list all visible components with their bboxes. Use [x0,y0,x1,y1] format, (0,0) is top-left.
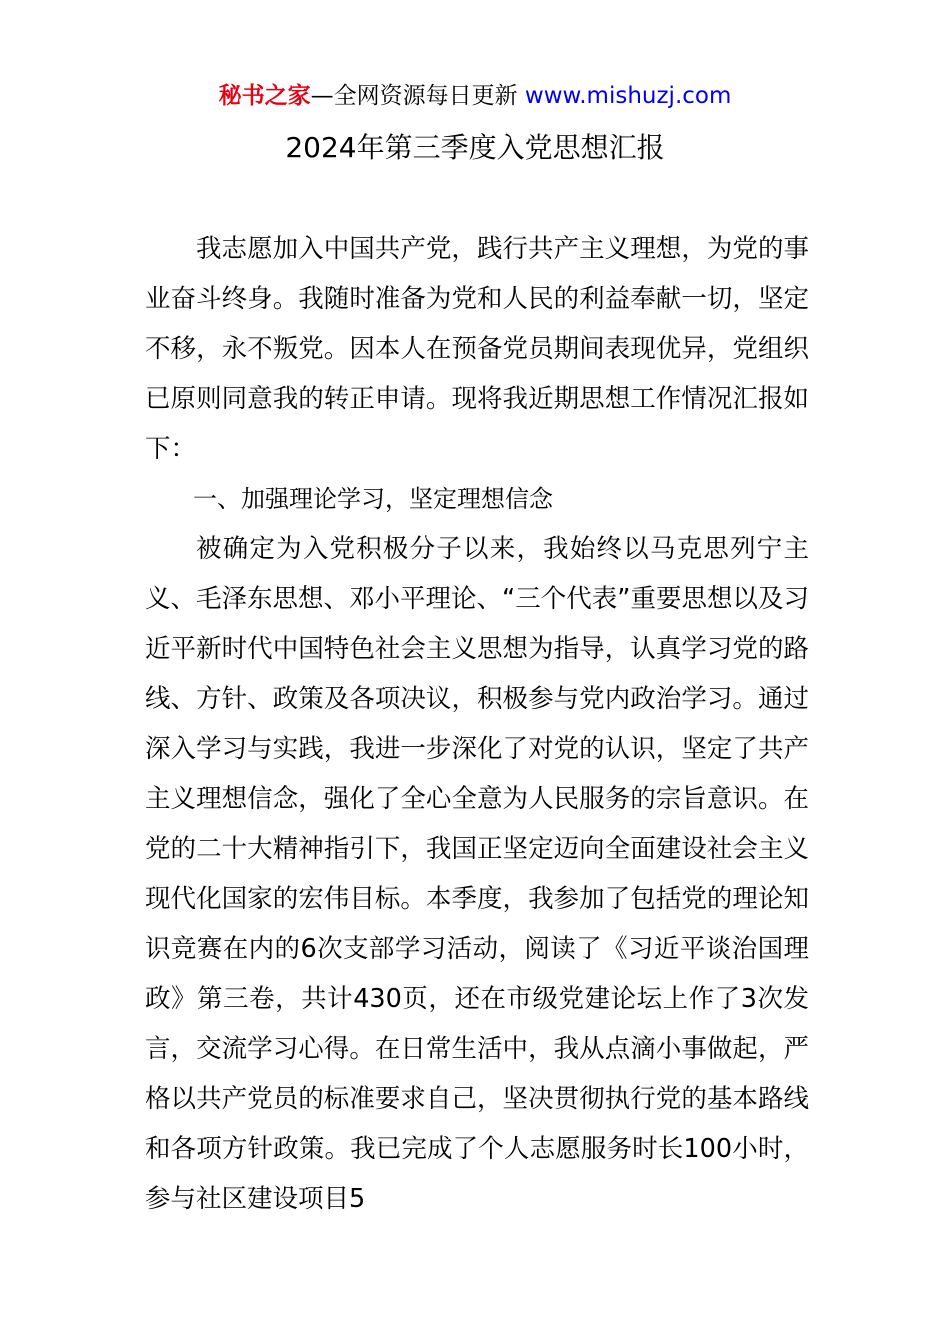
section-heading: 一、加强理论学习，坚定理想信念 [193,485,553,513]
site-url-link[interactable]: www.mishuzj.com [524,83,732,109]
intro-paragraph: 我志愿加入中国共产党，践行共产主义理想，为党的事业奋斗终身。我随时准备为党和人民的利益奉献一切，坚定不移，永不叛党。因本人在预备党员期间表现优异，党组织已原则同意我的转正申请。现将我近期思想工作情况汇报如下： [145,234,809,464]
document-body [145,224,809,1224]
body-paragraph: 被确定为入党积极分子以来，我始终以马克思列宁主义、毛泽东思想、邓小平理论、“三个代表”重要思想以及习近平新时代中国特色社会主义思想为指导，认真学习党的路线、方针、政策及各项决议，积极参与党内政治学习。通过深入学习与实践，我进一步深化了对党的认识，坚定了共产主义理想信念，强化了全心全意为人民服务的宗旨意识。在党的二十大精神指引下，我国正坚定迈向全面建设社会主义现代化国家的宏伟目标。本季度，我参加了包括党的理论知识竞赛在内的6次支部学习活动，阅读了《习近平谈治国理政》第三卷，共计430页，还在市级党建论坛上作了3次发言，交流学习心得。在日常生活中，我从点滴小事做起，严格以共产党员的标准要求自己，坚决贯彻执行党的基本路线和各项方针政策。我已完成了个人志愿服务时长100小时，参与社区建设项目5 [145,534,809,1214]
site-header [0,80,950,112]
site-brand: 秘书之家 [218,83,311,109]
site-tagline: —全网资源每日更新 [310,83,525,109]
document-title: 2024年第三季度入党思想汇报 [285,131,665,164]
